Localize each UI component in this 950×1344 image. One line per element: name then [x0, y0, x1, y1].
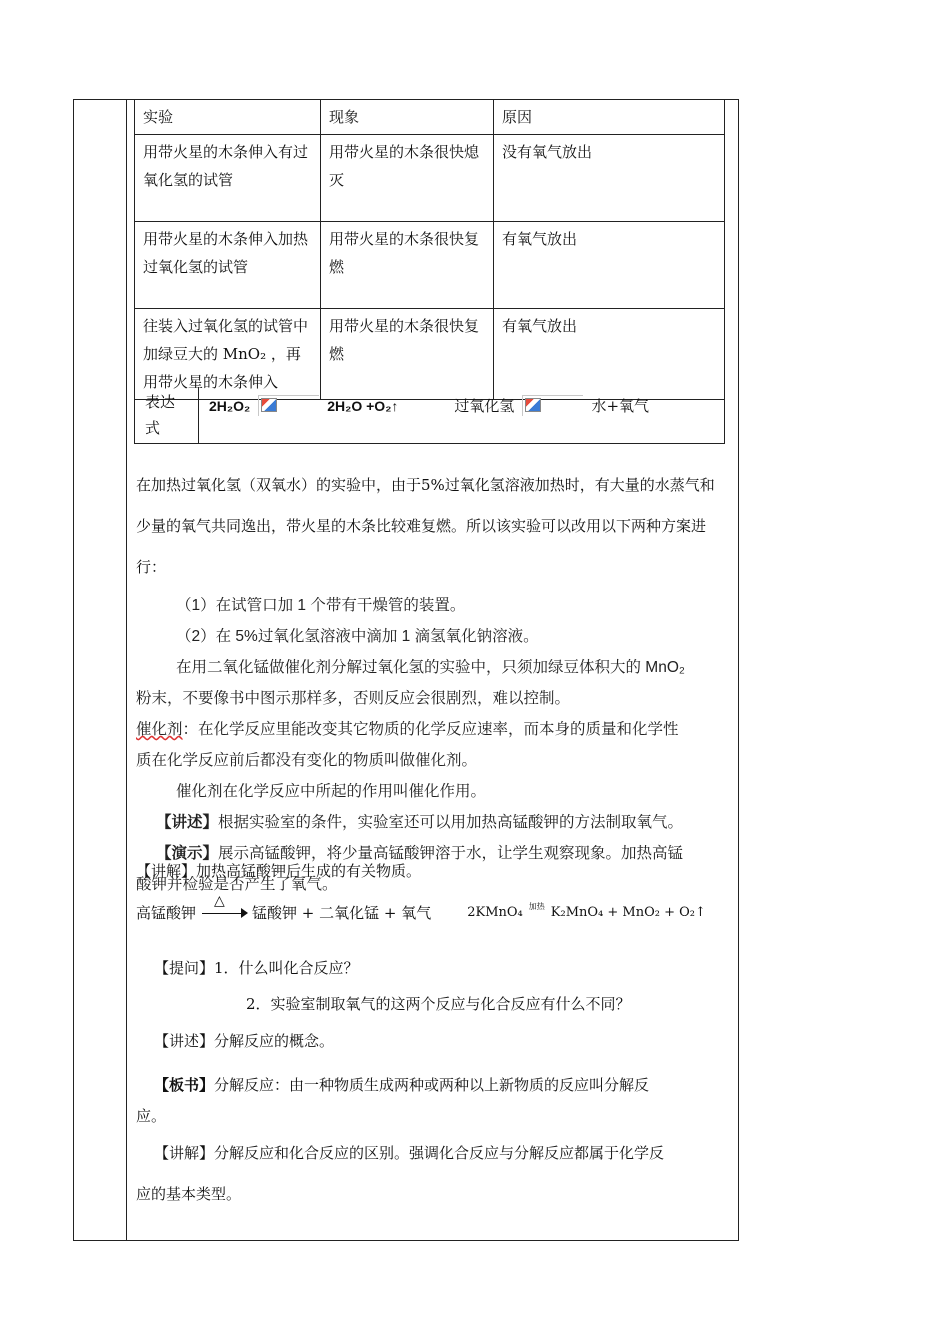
table-cell-reason: 没有氧气放出: [494, 135, 725, 222]
expression-row: [134, 387, 725, 444]
equation-condition: 加热: [528, 902, 545, 911]
board-writing: [154, 1065, 729, 1105]
equation-right: K₂MnO₄ + MnO₂ + O₂↑: [550, 905, 706, 920]
explain-products-text: 加热高锰酸钾后生成的有关物质。: [196, 862, 422, 880]
broken-image-icon: [522, 395, 583, 416]
demo-b: 酸钾并检验是否产生了氧气。: [136, 876, 338, 893]
header-reason: 原因: [494, 100, 725, 135]
word-products: 水+氧气: [591, 397, 650, 415]
table-cell-exp: 往装入过氧化氢的试管中加绿豆大的 MnO₂ ，再用带火星的木条伸入: [135, 309, 321, 400]
option-2: （2）在 5%过氧化氢溶液中滴加 1 滴氢氧化钠溶液。: [176, 628, 539, 645]
broken-image-icon: [258, 395, 319, 416]
heat-symbol: △: [214, 892, 225, 909]
lecture-decomposition-text: 分解反应的概念。: [214, 1032, 335, 1050]
table-cell-obs: 用带火星的木条很快复燃: [321, 309, 494, 400]
catalyst-def-a: [136, 714, 731, 745]
question-1: [154, 957, 359, 978]
formula-reactant: 2H₂O₂: [209, 397, 251, 414]
mno2-note-b: 粉末，不要像书中图示那样多，否则反应会很剧烈，难以控制。: [136, 690, 571, 707]
catalyst-term: 催化剂: [136, 721, 183, 738]
experiment-table: [134, 99, 725, 400]
catalyst-def-text: ：在化学反应里能改变其它物质的化学反应速率，而本身的质量和化学性: [182, 721, 679, 738]
mno2-note-a: 在用二氧化锰做催化剂分解过氧化氢的实验中，只须加绿豆体积大的 MnO₂: [176, 659, 685, 676]
reaction-line: [136, 892, 706, 923]
tag-lecture: 【讲述】: [156, 814, 219, 831]
catalyst-def-b: 质在化学反应前后都没有变化的物质叫做催化剂。: [136, 752, 478, 769]
explain-difference-text-a: 分解反应和化合反应的区别。强调化合反应与分解反应都属于化学反: [214, 1144, 665, 1162]
explain-products: [136, 860, 421, 881]
table-cell-exp: 用带火星的木条伸入加热过氧化氢的试管: [135, 222, 321, 309]
formula-products: 2H₂O +O₂↑: [327, 397, 399, 414]
tag-explain-2: 【讲解】: [154, 1144, 215, 1162]
left-column-divider: [126, 99, 127, 1241]
lecture-kmno4-text: 根据实验室的条件，实验室还可以用加热高锰酸钾的方法制取氧气。: [218, 814, 684, 831]
expression-content: [209, 395, 649, 416]
demo-text-a: 展示高锰酸钾，将少量高锰酸钾溶于水，让学生观察现象。加热高锰: [218, 845, 684, 862]
table-cell-reason: 有氧气放出: [494, 222, 725, 309]
header-phenomenon: 现象: [321, 100, 494, 135]
expression-label: 表达式: [135, 387, 199, 443]
reaction-reactant: 高锰酸钾: [136, 904, 197, 922]
question-2: 2．实验室制取氧气的这两个反应与化合反应有什么不同？: [246, 995, 631, 1013]
table-cell-exp: 用带火星的木条伸入有过氧化氢的试管: [135, 135, 321, 222]
explain-difference-text-b: 应的基本类型。: [136, 1185, 242, 1203]
heat-arrow-icon: [202, 892, 246, 923]
question-1-text: 1．什么叫化合反应？: [214, 959, 359, 977]
lecture-decomposition: [154, 1030, 334, 1051]
tag-board: 【板书】: [154, 1076, 215, 1094]
tag-question: 【提问】: [154, 959, 215, 977]
header-experiment: 实验: [135, 100, 321, 135]
reaction-products: 锰酸钾 + 二氧化锰 + 氧气: [252, 904, 432, 922]
option-1: （1）在试管口加 1 个带有干燥管的装置。: [176, 597, 466, 614]
intro-paragraph: 在加热过氧化氢（双氧水）的实验中，由于5%过氧化氢溶液加热时，有大量的水蒸气和少量的氧气共同逸出，带火星的木条比较难复燃。所以该实验可以改用以下两种方案进行：: [136, 476, 715, 576]
tag-explain: 【讲解】: [136, 862, 197, 880]
word-reactant: 过氧化氢: [454, 397, 515, 415]
tag-lecture-2: 【讲述】: [154, 1032, 215, 1050]
tag-demo: 【演示】: [156, 845, 219, 862]
table-cell-obs: 用带火星的木条很快熄灭: [321, 135, 494, 222]
lecture-kmno4: [136, 807, 731, 838]
explain-difference: [154, 1142, 664, 1163]
board-text-b: 应。: [136, 1107, 167, 1125]
table-cell-reason: 有氧气放出: [494, 309, 725, 400]
equation-left: 2KMnO₄: [467, 905, 523, 920]
board-text-a: 分解反应：由一种物质生成两种或两种以上新物质的反应叫分解反: [214, 1076, 650, 1094]
scanned-block: [136, 590, 731, 900]
table-cell-obs: 用带火星的木条很快复燃: [321, 222, 494, 309]
catalysis-def: 催化剂在化学反应中所起的作用叫催化作用。: [176, 783, 487, 800]
